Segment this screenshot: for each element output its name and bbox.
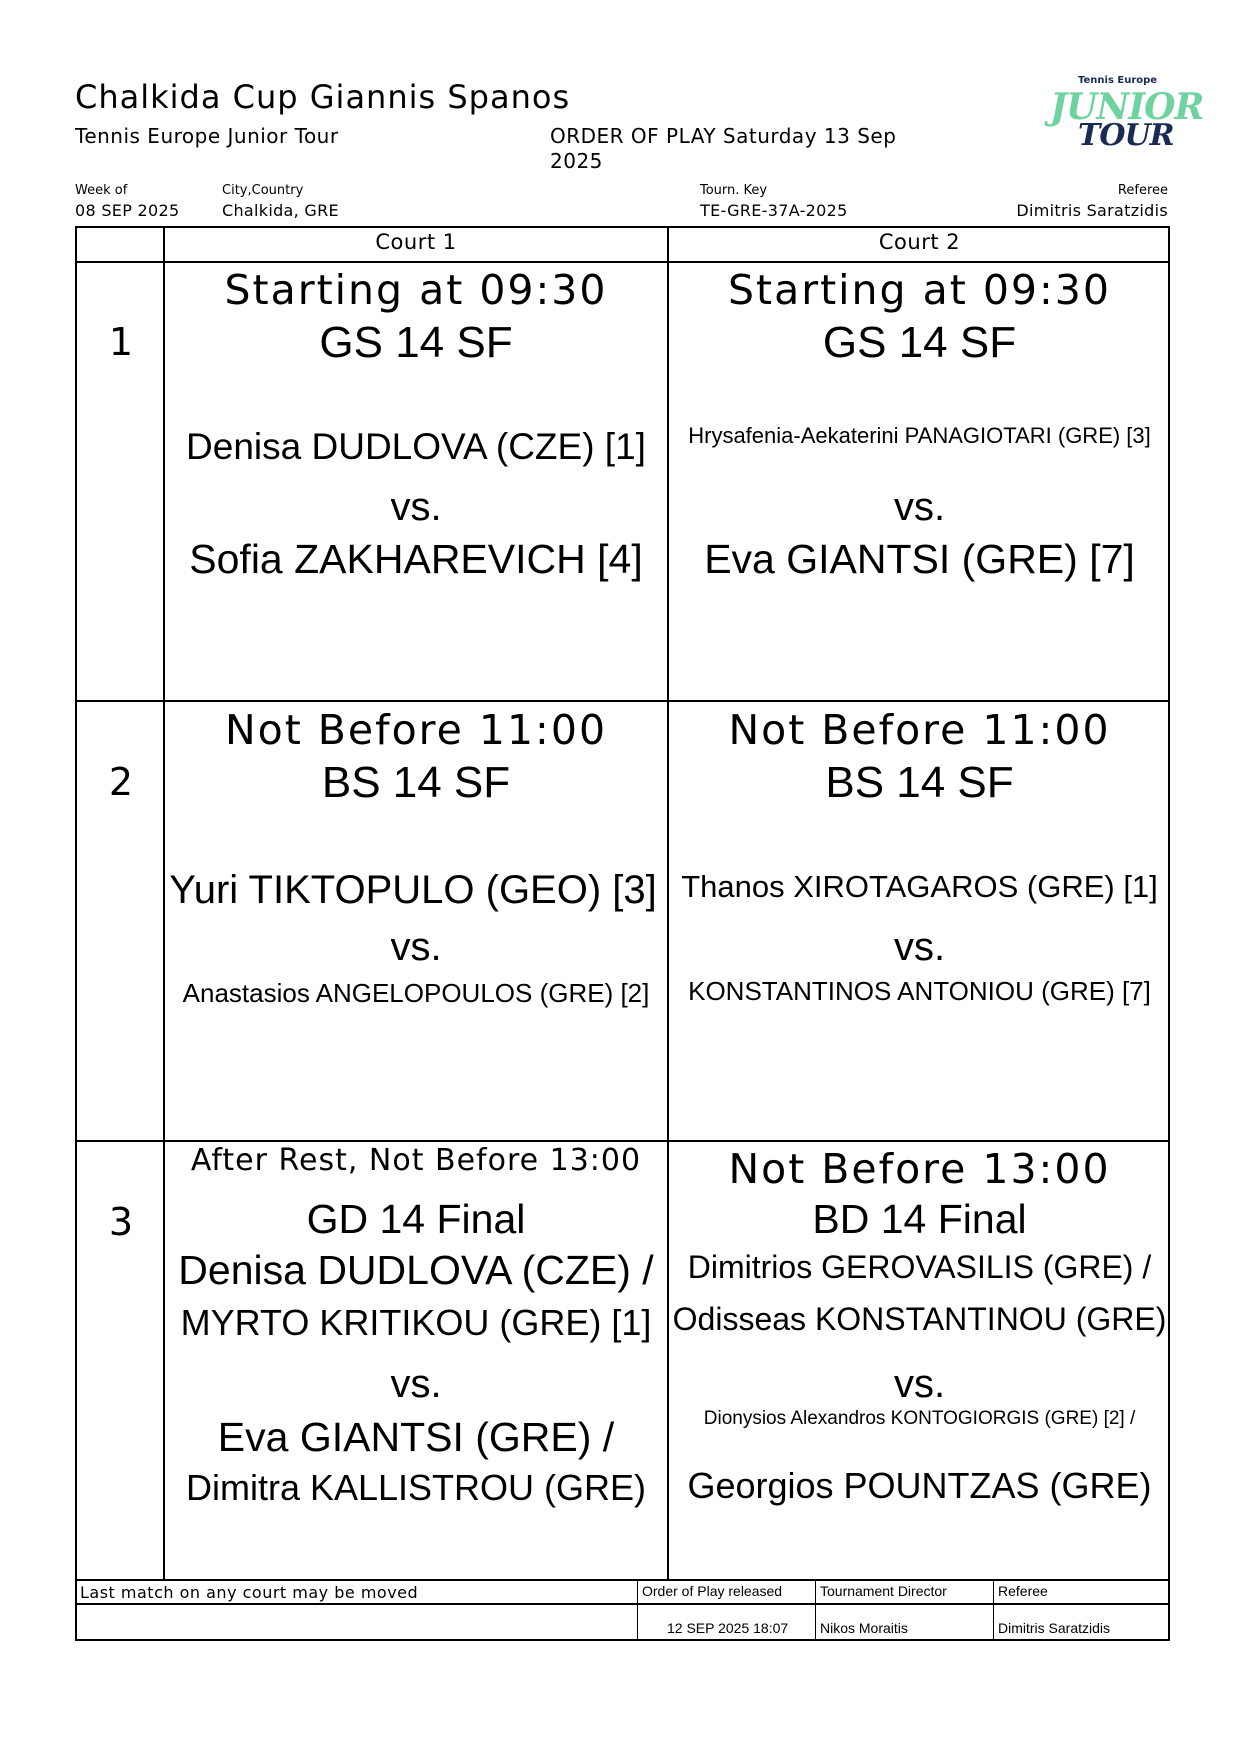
team-1-player-a: Dimitrios GEROVASILIS (GRE) / [687,1249,1152,1285]
team-2-player-b: Georgios POUNTZAS (GRE) [687,1465,1152,1506]
start-time: Not Before 11:00 [224,706,608,754]
court-1-header: Court 1 [375,230,457,254]
team-2-player-a: Eva GIANTSI (GRE) / [217,1414,615,1460]
player-1: Hrysafenia-Aekaterini PANAGIOTARI (GRE) [3] [688,423,1151,448]
team-2-player-b: Dimitra KALLISTROU (GRE) [185,1467,647,1508]
event-name: BD 14 Final [812,1196,1027,1242]
match-cell [669,263,1170,700]
week-label: Week of [75,183,128,198]
start-time: Not Before 13:00 [728,1145,1111,1193]
player-2: Anastasios ANGELOPOULOS (GRE) [2] [182,978,650,1008]
start-time: Not Before 11:00 [728,706,1111,754]
released-value: 12 SEP 2025 18:07 [667,1620,789,1636]
row-number: 2 [108,760,134,804]
event-name: GS 14 SF [822,318,1017,367]
tourn-key-label: Tourn. Key [700,183,768,198]
team-2-player-a: Dionysios Alexandros KONTOGIORGIS (GRE) [2] / [703,1408,1136,1429]
footer-referee-label: Referee [998,1583,1048,1599]
order-of-play-date: ORDER OF PLAY Saturday 13 Sep 2025 [550,124,897,173]
vs-label: vs. [390,925,442,969]
row-number: 3 [108,1200,134,1244]
event-name: BS 14 SF [825,758,1014,807]
director-label: Tournament Director [820,1583,947,1599]
referee-value: Dimitris Saratzidis [1016,201,1168,220]
match-cell [165,263,667,700]
released-label: Order of Play released [642,1583,783,1599]
player-2: Eva GIANTSI (GRE) [7] [704,536,1135,582]
tournament-title: Chalkida Cup Giannis Spanos [75,78,571,116]
team-1-player-b: MYRTO KRITIKOU (GRE) [1] [180,1302,652,1343]
match-cell [669,1142,1170,1579]
vs-label: vs. [390,1362,442,1406]
director-value: Nikos Moraitis [820,1620,908,1636]
match-cell [165,1142,667,1579]
grid-line [75,1579,1170,1581]
junior-tour-logo: Tennis Europe JUNIOR TOUR [1050,75,1204,153]
footer-referee-value: Dimitris Saratzidis [998,1620,1111,1636]
tourn-key-value: TE-GRE-37A-2025 [700,201,848,220]
city-value: Chalkida, GRE [222,201,339,220]
start-time: After Rest, Not Before 13:00 [190,1143,642,1178]
team-1-player-b: Odisseas KONSTANTINOU (GRE) [672,1301,1167,1337]
player-2: KONSTANTINOS ANTONIOU (GRE) [7] [688,976,1151,1006]
start-time: Starting at 09:30 [728,266,1111,314]
grid-line [815,1581,816,1641]
vs-label: vs. [893,485,946,529]
grid-line [993,1581,994,1641]
match-cell [165,702,667,1140]
court-2-header: Court 2 [878,230,961,254]
match-cell [669,702,1170,1140]
team-1-player-a: Denisa DUDLOVA (CZE) / [178,1247,654,1293]
player-1: Denisa DUDLOVA (CZE) [1] [186,426,646,467]
event-name: BS 14 SF [321,758,511,807]
tour-name: Tennis Europe Junior Tour [75,124,339,148]
referee-label: Referee [1117,183,1168,198]
event-name: GS 14 SF [319,318,513,367]
player-2: Sofia ZAKHAREVICH [4] [189,536,643,582]
grid-line [75,1603,1170,1605]
vs-label: vs. [893,1362,946,1406]
event-name: GD 14 Final [306,1196,526,1242]
vs-label: vs. [390,485,442,529]
player-1: Yuri TIKTOPULO (GEO) [3] [169,868,657,912]
start-time: Starting at 09:30 [224,266,608,314]
city-label: City,Country [222,183,304,198]
grid-line [637,1581,638,1641]
vs-label: vs. [893,925,946,969]
footer-note: Last match on any court may be moved [80,1583,419,1602]
week-value: 08 SEP 2025 [75,201,180,220]
player-1: Thanos XIROTAGAROS (GRE) [1] [681,869,1158,904]
row-number: 1 [108,320,134,364]
